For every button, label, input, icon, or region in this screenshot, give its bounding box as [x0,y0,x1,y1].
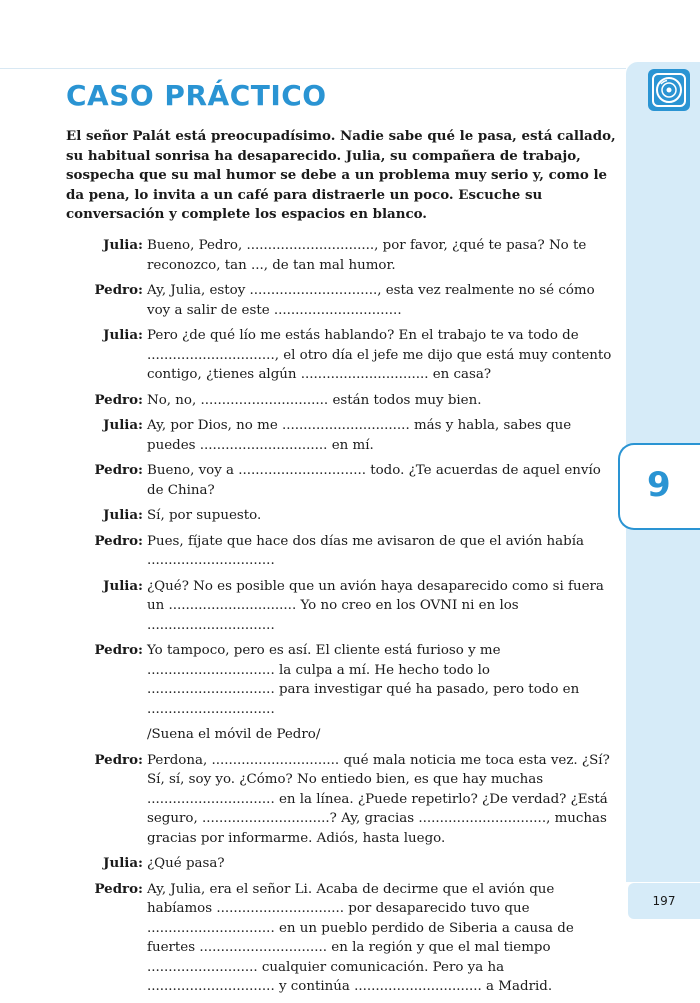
speech-text: Pues, fíjate que hace dos días me avisaron de que el avión había .............................. [147,533,584,568]
speaker-label: Pedro: [94,880,143,897]
speech-text: Bueno, voy a .............................. todo. ¿Te acuerdas de aquel envío de China? [147,463,601,498]
dialogue-turn [0,751,620,849]
speech-text: Sí, por supuesto. [147,508,262,523]
cd-icon [648,69,690,111]
dialogue-turn [0,461,620,500]
dialogue-turn [0,236,620,275]
intro-paragraph: El señor Palát está preocupadísimo. Nadie sabe qué le pasa, está callado, su habitual sonrisa ha desaparecido. Julia, su compañera de trabajo, sospecha que su mal humor se debe a un problema muy serio y, como le da pena, lo invita a un café para distraerle un poco. Escuche su conversación y complete los espacios en blanco. [66,128,616,222]
speech-text: Perdona, .............................. qué mala noticia me toca esta vez. ¿Sí? Sí, sí, soy yo. ¿Cómo? No entiedo bien, es que hay muchas .............................. en la línea. ¿Puede repetirlo? ¿De verdad? ¿Está seguro, ..............................? Ay, gracias .............................., muchas gracias por informarme. Adiós, hasta luego. [147,752,610,846]
dialogue-turn [0,281,620,320]
speaker-label: Pedro: [94,462,143,478]
dialogue-turn [0,416,620,455]
dialogue-turn [0,880,620,997]
speech-text: Yo tampoco, pero es así. El cliente está furioso y me .............................. la culpa a mí. He hecho todo lo .............................. para investigar qué ha pasado, pero todo en .............................. [147,643,580,717]
dialogue-turn [0,641,620,719]
stage-direction: /Suena el móvil de Pedro/ [147,727,321,742]
chapter-number: 9 [647,465,671,505]
speech-text: Ay, por Dios, no me .............................. más y habla, sabes que puedes .............................. en mí. [147,418,572,453]
speaker-label: Julia: [103,237,143,253]
top-rule [0,68,626,69]
dialogue-turn [0,532,620,571]
speaker-label: Julia: [103,577,143,594]
page-number: 197 [652,894,676,908]
speaker-label: Pedro: [94,751,143,768]
speech-text: ¿Qué? No es posible que un avión haya desaparecido como si fuera un .............................. Yo no creo en los OVNI ni en los .............................. [147,578,604,633]
speech-text: Pero ¿de qué lío me estás hablando? En el trabajo te va todo de .............................., el otro día el jefe me dijo que está muy contento contigo, ¿tienes algún .............................. en casa? [147,328,612,382]
speech-text: No, no, .............................. están todos muy bien. [147,392,482,408]
speech-text: Ay, Julia, estoy .............................., esta vez realmente no sé cómo voy a salir de este .............................. [147,283,595,318]
speaker-label: Pedro: [94,642,143,658]
dialogue [0,236,620,1003]
page-title: CASO PRÁCTICO [66,79,327,112]
speaker-label: Pedro: [94,391,143,408]
speech-text: Bueno, Pedro, .............................., por favor, ¿qué te pasa? No te reconozco, tan ..., de tan mal humor. [147,238,587,273]
dialogue-turn [0,577,620,636]
speech-text: Ay, Julia, era el señor Li. Acaba de decirme que el avión que habíamos .............................. por desaparecido tuvo que .............................. en un pueblo perdido de Siberia a causa de fuertes .............................. en la región y que el mal tiempo .......................... cualquier comunicación. Pero ya ha .............................. y continúa .............................. a Madrid. [147,881,574,994]
speaker-label: Julia: [103,327,143,343]
speech-text: ¿Qué pasa? [147,856,225,871]
speaker-label: Julia: [103,417,143,433]
dialogue-turn [0,326,620,385]
dialogue-turn [0,391,620,411]
speaker-label: Julia: [103,855,143,871]
dialogue-turn [0,506,620,526]
speaker-label: Pedro: [94,282,143,298]
dialogue-turn [0,854,620,874]
speaker-label: Pedro: [94,532,143,549]
speaker-label: Julia: [103,507,143,523]
